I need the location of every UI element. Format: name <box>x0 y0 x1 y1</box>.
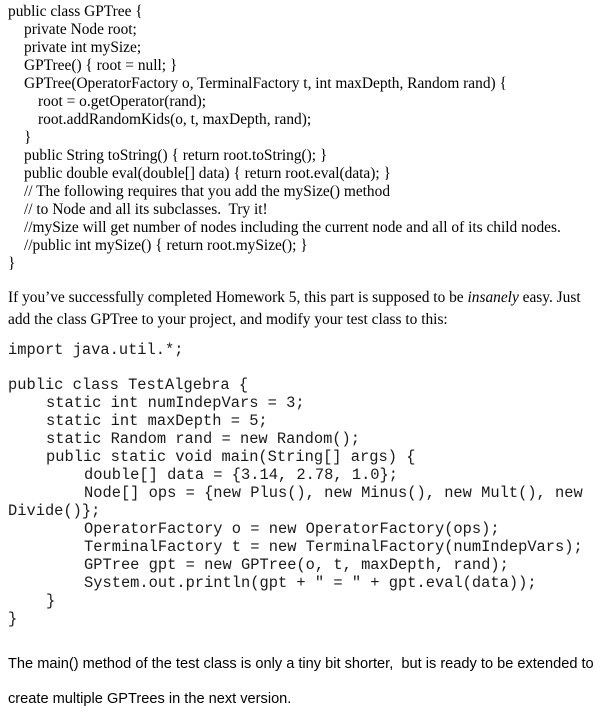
code1-line-5: GPTree(OperatorFactory o, TerminalFactory t, int maxDepth, Random rand) { <box>24 75 507 92</box>
code1-line-2: private Node root; <box>24 21 137 38</box>
code1-line-15: } <box>8 255 16 272</box>
intro-text-after: easy. Just add the class GPTree to your project, and modify your test class to this: <box>8 289 581 328</box>
code2-line-9: Node[] ops = {new Plus(), new Minus(), new Mult(), new <box>84 484 583 502</box>
code2-line-1: import java.util.*; <box>8 341 184 359</box>
code2-line-15: } <box>46 592 56 610</box>
code1-line-14: //public int mySize() { return root.mySize(); } <box>24 237 308 254</box>
code2-line-13: GPTree gpt = new GPTree(o, t, maxDepth, rand); <box>84 556 509 574</box>
code1-line-9: public String toString() { return root.toString(); } <box>24 147 328 164</box>
code2-line-5: static int maxDepth = 5; <box>46 412 268 430</box>
code1-line-12: // to Node and all its subclasses. Try it! <box>24 201 268 218</box>
code2-line-14: System.out.println(gpt + " = " + gpt.eval(data)); <box>84 574 537 592</box>
code2-line-4: static int numIndepVars = 3; <box>46 394 305 412</box>
code2-line-3: public class TestAlgebra { <box>8 376 249 394</box>
code1-line-6: root = o.getOperator(rand); <box>38 93 207 110</box>
code1-line-7: root.addRandomKids(o, t, maxDepth, rand); <box>38 111 312 128</box>
code2-line-16: } <box>8 610 18 628</box>
code1-line-10: public double eval(double[] data) { return root.eval(data); } <box>24 165 391 182</box>
intro-emphasis: insanely <box>467 289 519 306</box>
intro-paragraph <box>8 287 606 331</box>
code1-line-11: // The following requires that you add the mySize() method <box>24 183 391 200</box>
code1-line-8: } <box>24 129 32 146</box>
code2-line-8: double[] data = {3.14, 2.78, 1.0}; <box>84 466 399 484</box>
closing-paragraph-line-2: create multiple GPTrees in the next version. <box>8 691 292 707</box>
intro-text-before: If you’ve successfully completed Homework 5, this part is supposed to be <box>8 289 468 306</box>
code2-line-7: public static void main(String[] args) { <box>46 448 416 466</box>
code1-line-1: public class GPTree { <box>8 3 143 20</box>
code2-line-11: OperatorFactory o = new OperatorFactory(ops); <box>84 520 500 538</box>
code2-line-6: static Random rand = new Random(); <box>46 430 361 448</box>
code2-line-12: TerminalFactory t = new TerminalFactory(numIndepVars); <box>84 538 583 556</box>
closing-paragraph-line-1: The main() method of the test class is only a tiny bit shorter, but is ready to be extended to <box>8 656 594 672</box>
code1-line-4: GPTree() { root = null; } <box>24 57 178 74</box>
code1-line-3: private int mySize; <box>24 39 142 56</box>
code2-line-10: Divide()}; <box>8 502 101 520</box>
code1-line-13: //mySize will get number of nodes including the current node and all of its child nodes. <box>24 219 561 236</box>
